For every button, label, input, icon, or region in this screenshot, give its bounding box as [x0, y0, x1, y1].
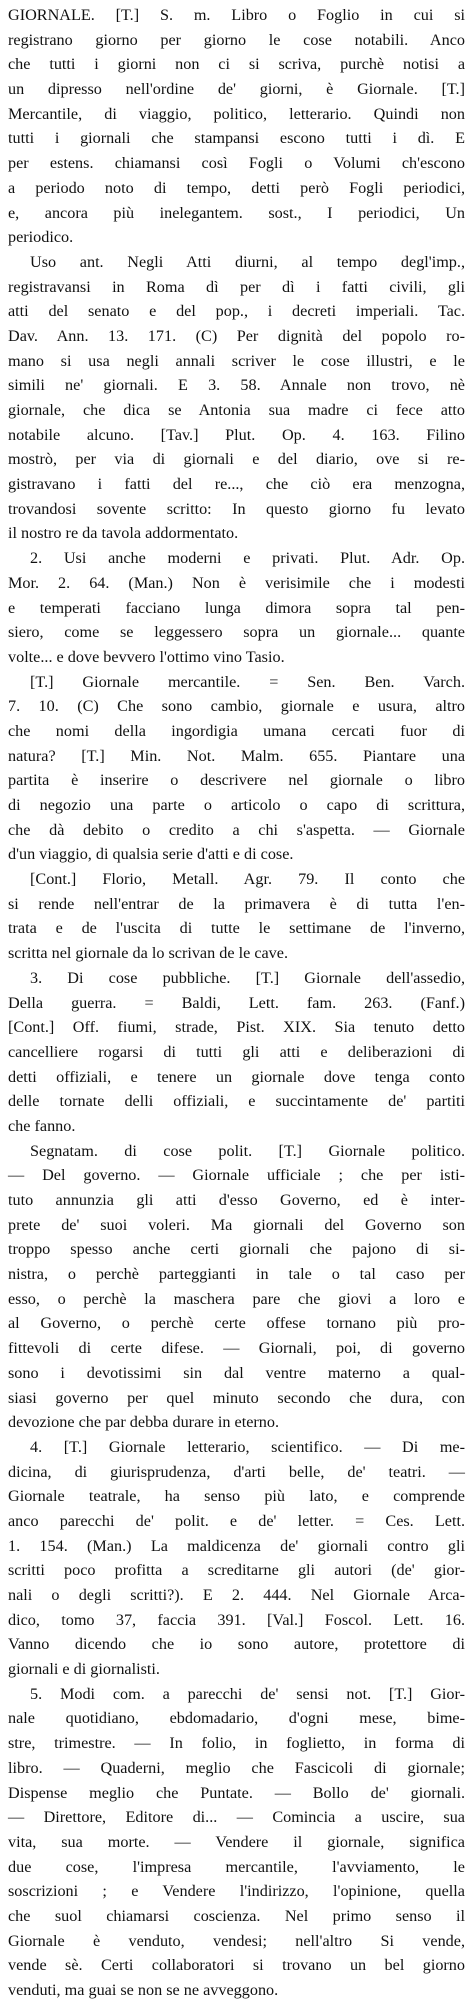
text-line: Vanno dicendo che io sono autore, protettore di: [8, 1635, 465, 1654]
text-line: e temperati facciano lunga dimora sopra tal pen-: [8, 598, 465, 617]
text-line: anco parecchi de' polit. e de' letter. = Ces. Lett.: [8, 1511, 465, 1530]
text-line: e, ancora più inelegantem. sost., I periodici, Un: [8, 203, 465, 222]
text-line: [Cont.] Florio, Metall. Agr. 79. Il conto che: [30, 870, 465, 889]
text-line: Mor. 2. 64. (Man.) Non è verisimile che i modesti: [8, 573, 465, 592]
text-line: libro. — Quaderni, meglio che Fascicoli di giornale;: [8, 1758, 465, 1777]
text-line: il nostro re da tavola addormentato.: [8, 524, 239, 543]
text-line: stre, trimestre. — In folio, in foglietto, in forma di: [8, 1734, 465, 1753]
text-line: [T.] Giornale mercantile. = Sen. Ben. Varch.: [30, 672, 465, 691]
text-line: mano si usa negli annali scriver le cose illustri, e le: [8, 351, 465, 370]
text-line: a periodo noto di tempo, detti però Fogli periodici,: [8, 178, 465, 197]
text-line: 3. Di cose pubbliche. [T.] Giornale dell'assedio,: [30, 968, 465, 987]
text-line: registravansi in Roma dì per dì i fatti civili, gli: [8, 277, 465, 296]
text-line: devozione che par debba durare in eterno.: [8, 1413, 280, 1432]
text-line: tutti i giornali che stampansi escono tutti i dì. E: [8, 129, 465, 148]
text-line: che fanno.: [8, 1116, 76, 1135]
text-line: sono i devotissimi sin dal ventre materno a qual-: [8, 1363, 465, 1382]
text-line: 1. 154. (Man.) La maldicenza de' giornali contro gli: [8, 1536, 465, 1555]
text-line: tuto annunzia gli atti d'esso Governo, ed è inter-: [8, 1191, 465, 1209]
text-line: Dav. Ann. 13. 171. (C) Per dignità del popolo ro-: [8, 326, 465, 345]
text-line: si rende nell'entrar de la primavera è di tutta l'en-: [8, 894, 465, 913]
text-line: giornali e di giornalisti.: [8, 1660, 160, 1679]
text-line: notabile alcuno. [Tav.] Plut. Op. 4. 163. Filino: [8, 425, 465, 444]
text-line: giornale, che dica se Antonia sua madre ci fece atto: [8, 401, 465, 419]
text-line: Mercantile, di viaggio, politico, letterario. Quindi non: [8, 104, 465, 123]
text-line: Uso ant. Negli Atti diurni, al tempo degl'imp.,: [30, 252, 465, 271]
text-line: partita è inserire o descrivere nel giornale o libro: [8, 771, 465, 790]
text-line: [Cont.] Off. fiumi, strade, Pist. XIX. Sia tenuto detto: [8, 1018, 465, 1037]
text-line: simili ne' giornali. E 3. 58. Annale non trovo, nè: [8, 376, 465, 395]
text-line: che dà debito o credito a chi s'aspetta. — Giornale: [8, 820, 465, 839]
text-line: un dipresso nell'ordine de' giorni, è Giornale. [T.]: [8, 80, 465, 99]
text-line: Segnatam. di cose polit. [T.] Giornale politico.: [30, 1141, 465, 1160]
text-line: di negozio una parte o articolo o capo di scrittura,: [8, 796, 465, 814]
text-line: atti del senato e del pop., i decreti imperiali. Tac.: [8, 302, 465, 321]
text-line: d'un viaggio, di qualsia serie d'atti e di cose.: [8, 845, 294, 864]
text-line: Giornale è venduto, vendesi; nell'altro Si vende,: [8, 1931, 465, 1950]
text-line: scritta nel giornale da lo scrivan de le cave.: [8, 944, 289, 963]
text-line: dico, tomo 37, faccia 391. [Val.] Foscol. Lett. 16.: [8, 1610, 465, 1629]
text-line: al Governo, o perchè certe offese tornano più pro-: [8, 1314, 465, 1333]
text-line: registrano giorno per giorno le cose notabili. Anco: [8, 30, 465, 49]
text-line: — Direttore, Editore di... — Comincia a uscire, sua: [8, 1808, 465, 1827]
text-line: siero, come se leggessero sopra un giornale... quante: [8, 623, 465, 642]
text-line: periodico.: [8, 228, 74, 247]
text-line: 2. Usi anche moderni e privati. Plut. Adr. Op.: [30, 549, 465, 568]
text-line: — Del governo. — Giornale ufficiale ; che per isti-: [8, 1166, 465, 1185]
text-line: trovandosi sovente scritto: In questo giorno fu levato: [8, 499, 465, 518]
text-line: gistravano i fatti del re..., che ciò era menzogna,: [8, 475, 465, 494]
text-line: fittevoli di certe difese. — Giornali, poi, di governo: [8, 1339, 465, 1358]
text-line: delle tornate delli offiziali, e succintamente de' partiti: [8, 1092, 465, 1111]
text-line: trata e de l'uscita di tutte le settimane de l'inverno,: [8, 919, 465, 938]
text-line: GIORNALE. [T.] S. m. Libro o Foglio in cui si: [8, 6, 465, 24]
text-line: siasi governo per quel minuto secondo che dura, con: [8, 1388, 465, 1407]
text-line: nale quotidiano, ebdomadario, d'ogni mese, bime-: [8, 1709, 465, 1728]
text-line: esso, o perchè la maschera pare che giovi a loro e: [8, 1289, 465, 1308]
text-line: natura? [T.] Min. Not. Malm. 655. Piantare una: [8, 746, 465, 765]
text-line: nali o degli scritti?). E 2. 444. Nel Giornale Arca-: [8, 1586, 465, 1604]
text-line: detti offiziali, e tenere un giornale dove tenga conto: [8, 1067, 465, 1086]
text-line: prete de' suoi voleri. Ma giornali del Governo son: [8, 1215, 465, 1234]
text-line: che suol chiamarsi coscienza. Nel primo senso il: [8, 1906, 465, 1925]
text-line: che tutti i giorni non ci si scriva, purchè notisi a: [8, 55, 465, 74]
text-line: vita, sua morte. — Vendere il giornale, significa: [8, 1832, 465, 1851]
text-line: venduti, ma guai se non se ne avveggono.: [8, 1981, 279, 1999]
text-line: nistra, o perchè parteggianti in tale o tal caso per: [8, 1265, 465, 1284]
text-line: dicina, di giurisprudenza, d'arti belle, de' teatri. —: [8, 1462, 465, 1481]
text-line: vende sè. Certi collaboratori si trovano un bel giorno: [8, 1956, 465, 1975]
text-line: 5. Modi com. a parecchi de' sensi not. [T.] Gior-: [30, 1684, 465, 1703]
text-line: troppo spesso anche certi giornali che pajono di si-: [8, 1240, 465, 1259]
text-line: Dispense meglio che Puntate. — Bollo de' giornali.: [8, 1783, 465, 1802]
text-line: scritti poco profitta a screditarne gli autori (de' gior-: [8, 1561, 465, 1580]
text-line: che nomi della ingordigia umana cercati fuor di: [8, 721, 465, 740]
text-line: per estens. chiamansi così Fogli o Volumi ch'escono: [8, 154, 465, 173]
text-line: volte... e dove bevvero l'ottimo vino Tasio.: [8, 647, 285, 666]
text-line: Della guerra. = Baldi, Lett. fam. 263. (Fanf.): [8, 993, 465, 1012]
text-line: cancelliere rogarsi di tutti gli atti e deliberazioni di: [8, 1042, 465, 1061]
text-line: 4. [T.] Giornale letterario, scientifico. — Di me-: [30, 1437, 465, 1456]
text-line: mostrò, per via di giornali e del diario, ove si re-: [8, 450, 465, 469]
text-line: soscrizioni ; e Vendere l'indirizzo, l'opinione, quella: [8, 1882, 465, 1901]
text-line: 7. 10. (C) Che sono cambio, giornale e usura, altro: [8, 697, 465, 716]
text-line: due cose, l'impresa mercantile, l'avviamento, le: [8, 1857, 465, 1876]
text-line: Giornale teatrale, ha senso più lato, e comprende: [8, 1487, 465, 1506]
